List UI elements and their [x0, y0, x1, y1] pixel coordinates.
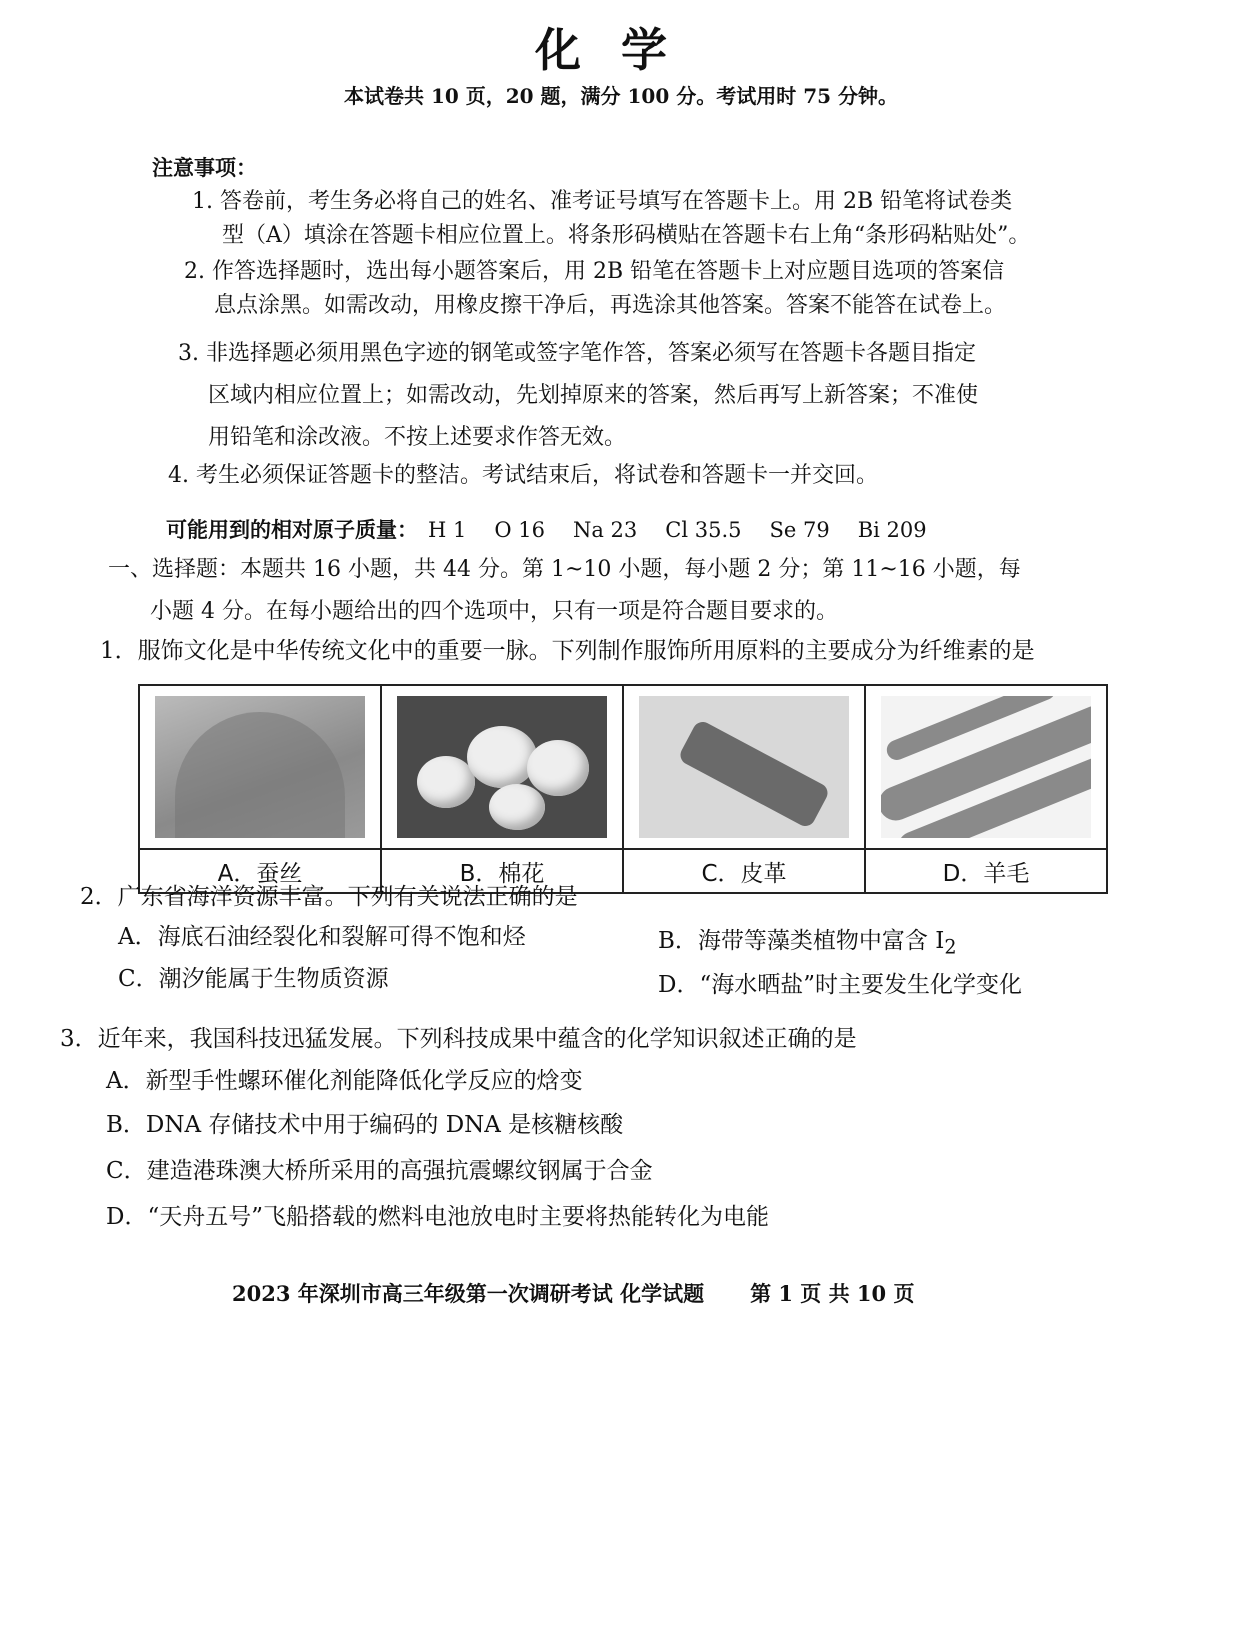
question-3-option-a: A．新型手性螺环催化剂能降低化学反应的焓变 [106, 1068, 583, 1094]
section-heading: 一、选择题：本题共 16 小题，共 44 分。第 1~10 小题，每小题 2 分；第 11~16 小题，每 [108, 557, 1021, 582]
atomic-masses-label: 可能用到的相对原子质量： [166, 517, 418, 542]
atomic-mass: H 1 [428, 518, 467, 542]
question-1-stem: 1．服饰文化是中华传统文化中的重要一脉。下列制作服饰所用原料的主要成分为纤维素的是 [100, 638, 1035, 664]
atomic-mass: O 16 [494, 518, 545, 542]
cotton-image [397, 696, 607, 838]
section-heading-cont: 小题 4 分。在每小题给出的四个选项中，只有一项是符合题目要求的。 [150, 599, 838, 624]
question-2-option-a: A．海底石油经裂化和裂解可得不饱和烃 [118, 924, 526, 950]
note-line: 4. 考生必须保证答题卡的整洁。考试结束后，将试卷和答题卡一并交回。 [168, 463, 878, 488]
note-line: 区域内相应位置上；如需改动，先划掉原来的答案，然后再写上新答案；不准使 [208, 383, 979, 408]
page-footer [232, 1278, 914, 1308]
note-line: 1. 答卷前，考生务必将自己的姓名、准考证号填写在答题卡上。用 2B 铅笔将试卷类 [192, 189, 1013, 214]
notes-heading: 注意事项： [152, 155, 257, 180]
footer-exam-title: 2023 年深圳市高三年级第一次调研考试 化学试题 [232, 1281, 705, 1306]
option-a: A．蚕丝 [139, 849, 381, 893]
question-3-option-c: C．建造港珠澳大桥所采用的高强抗震螺纹钢属于合金 [106, 1158, 653, 1184]
question-3-stem: 3．近年来，我国科技迅猛发展。下列科技成果中蕴含的化学知识叙述正确的是 [60, 1026, 857, 1052]
question-3-option-d: D．“天舟五号”飞船搭载的燃料电池放电时主要将热能转化为电能 [106, 1204, 769, 1230]
silk-image [155, 696, 365, 838]
page-title: 化学 [535, 23, 707, 77]
question-2-stem: 2．广东省海洋资源丰富。下列有关说法正确的是 [80, 884, 578, 910]
option-text: B．海带等藻类植物中富含 I [658, 928, 945, 954]
subscript: 2 [944, 935, 957, 959]
wool-image [881, 696, 1091, 838]
option-b: B．棉花 [381, 849, 623, 893]
question-3-option-b: B．DNA 存储技术中用于编码的 DNA 是核糖核酸 [106, 1112, 624, 1138]
question-1-options-table [138, 684, 1108, 894]
note-line: 用铅笔和涂改液。不按上述要求作答无效。 [208, 425, 627, 450]
atomic-mass: Se 79 [769, 518, 830, 542]
option-c: C．皮革 [623, 849, 865, 893]
page-number: 第 1 页 共 10 页 [750, 1281, 915, 1306]
note-line: 息点涂黑。如需改动，用橡皮擦干净后，再选涂其他答案。答案不能答在试卷上。 [214, 293, 1007, 318]
question-2-option-c: C．潮汐能属于生物质资源 [118, 966, 389, 992]
leather-image [639, 696, 849, 838]
note-line: 型（A）填涂在答题卡相应位置上。将条形码横贴在答题卡右上角“条形码粘贴处”。 [222, 223, 1031, 248]
note-line: 3. 非选择题必须用黑色字迹的钢笔或签字笔作答，答案必须写在答题卡各题目指定 [178, 341, 976, 366]
note-line: 2. 作答选择题时，选出每小题答案后，用 2B 铅笔在答题卡上对应题目选项的答案信 [184, 259, 1005, 284]
question-2-option-b [658, 922, 957, 959]
atomic-masses [166, 514, 955, 544]
atomic-mass: Cl 35.5 [665, 518, 742, 542]
atomic-mass: Na 23 [572, 518, 638, 542]
question-2-option-d: D．“海水晒盐”时主要发生化学变化 [658, 972, 1022, 998]
option-d: D．羊毛 [865, 849, 1107, 893]
atomic-mass: Bi 209 [857, 518, 927, 542]
exam-info: 本试卷共 10 页，20 题，满分 100 分。考试用时 75 分钟。 [344, 84, 898, 108]
